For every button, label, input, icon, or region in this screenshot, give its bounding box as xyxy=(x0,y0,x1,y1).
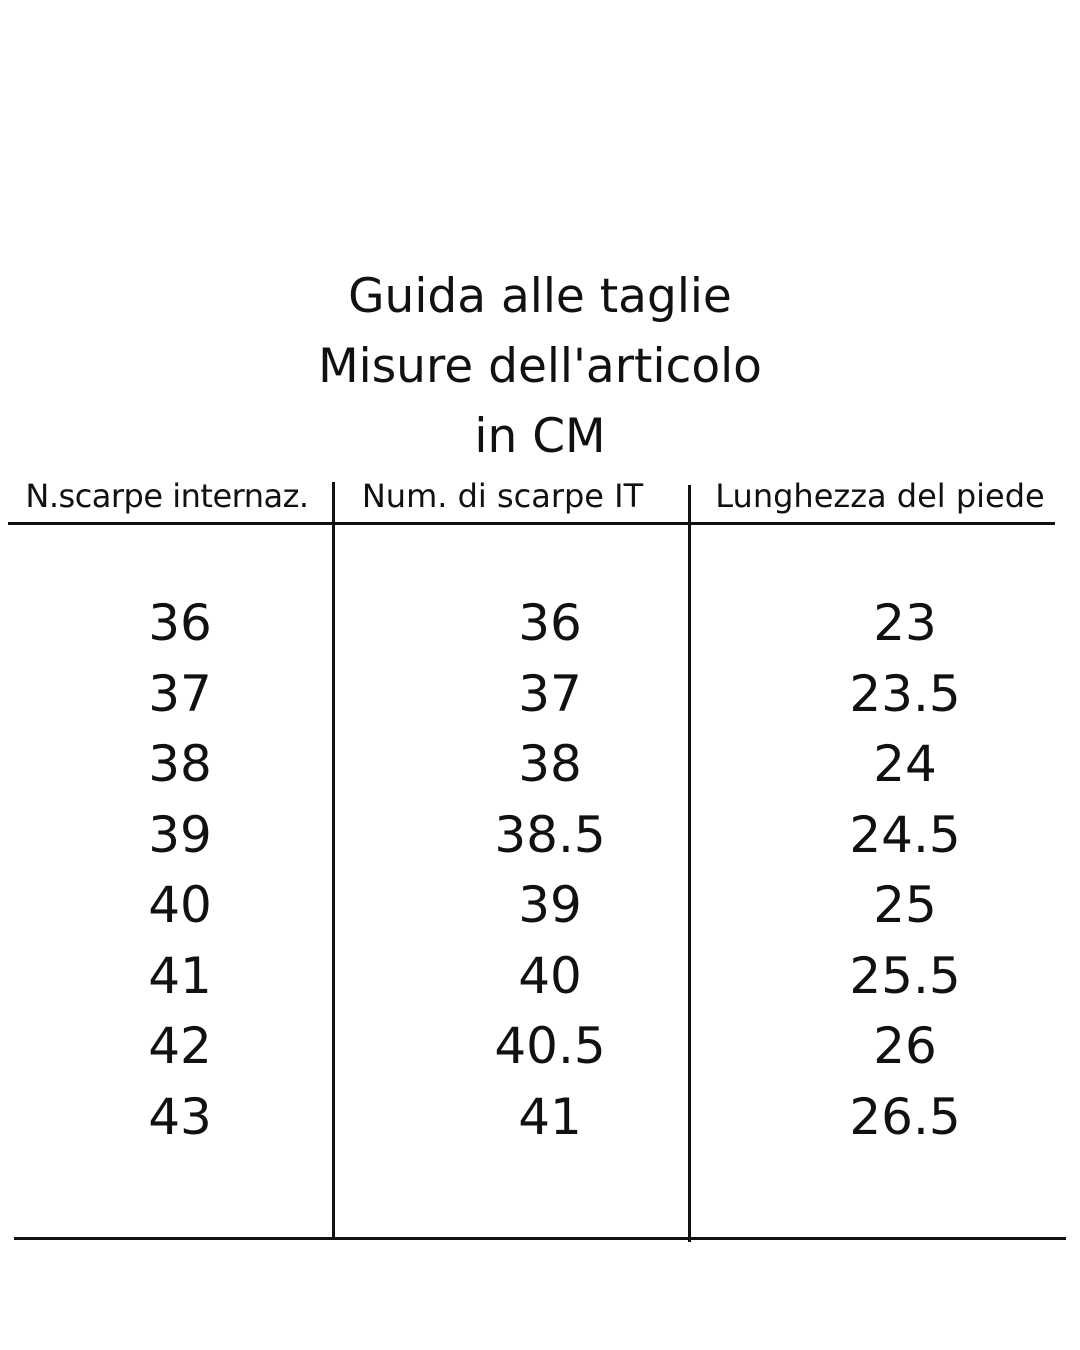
title-line-2: Misure dell'articolo xyxy=(318,339,762,394)
header-divider xyxy=(8,522,1055,525)
title-line-1: Guida alle taglie xyxy=(348,269,732,324)
column-divider-1 xyxy=(332,482,335,1239)
international-size-cell: 42 xyxy=(148,1017,212,1075)
foot-length-cell: 25.5 xyxy=(849,946,961,1005)
international-size-cell: 38 xyxy=(148,735,212,793)
it-size-cell: 40 xyxy=(518,946,582,1005)
it-size-cell: 38.5 xyxy=(494,805,606,864)
foot-length-cell: 26.5 xyxy=(849,1087,961,1146)
international-size-cell: 43 xyxy=(148,1087,212,1146)
column-divider-2 xyxy=(688,485,691,1242)
foot-length-cell: 24.5 xyxy=(849,805,961,864)
international-size-cell: 36 xyxy=(148,594,212,652)
foot-length-cell: 23 xyxy=(873,594,937,652)
column-header-foot-length: Lunghezza del piede xyxy=(715,477,1045,515)
foot-length-cell: 25 xyxy=(873,876,937,934)
foot-length-cell: 24 xyxy=(873,735,937,793)
title-line-3: in CM xyxy=(474,409,606,464)
international-size-cell: 41 xyxy=(148,946,212,1005)
size-guide-title xyxy=(0,262,1080,472)
international-size-cell: 39 xyxy=(148,805,212,864)
it-size-cell: 39 xyxy=(518,876,582,934)
it-size-cell: 36 xyxy=(518,594,582,652)
foot-length-cell: 23.5 xyxy=(849,664,961,723)
column-header-international-size: N.scarpe internaz. xyxy=(25,477,309,515)
it-size-cell: 37 xyxy=(518,664,582,723)
it-size-cell: 38 xyxy=(518,735,582,793)
it-size-cell: 40.5 xyxy=(494,1017,606,1075)
column-header-it-size: Num. di scarpe IT xyxy=(361,477,644,515)
it-size-cell: 41 xyxy=(518,1087,582,1146)
foot-length-cell: 26 xyxy=(873,1017,937,1075)
international-size-cell: 37 xyxy=(148,664,212,723)
table-bottom-divider xyxy=(14,1237,1066,1240)
international-size-cell: 40 xyxy=(148,876,212,934)
